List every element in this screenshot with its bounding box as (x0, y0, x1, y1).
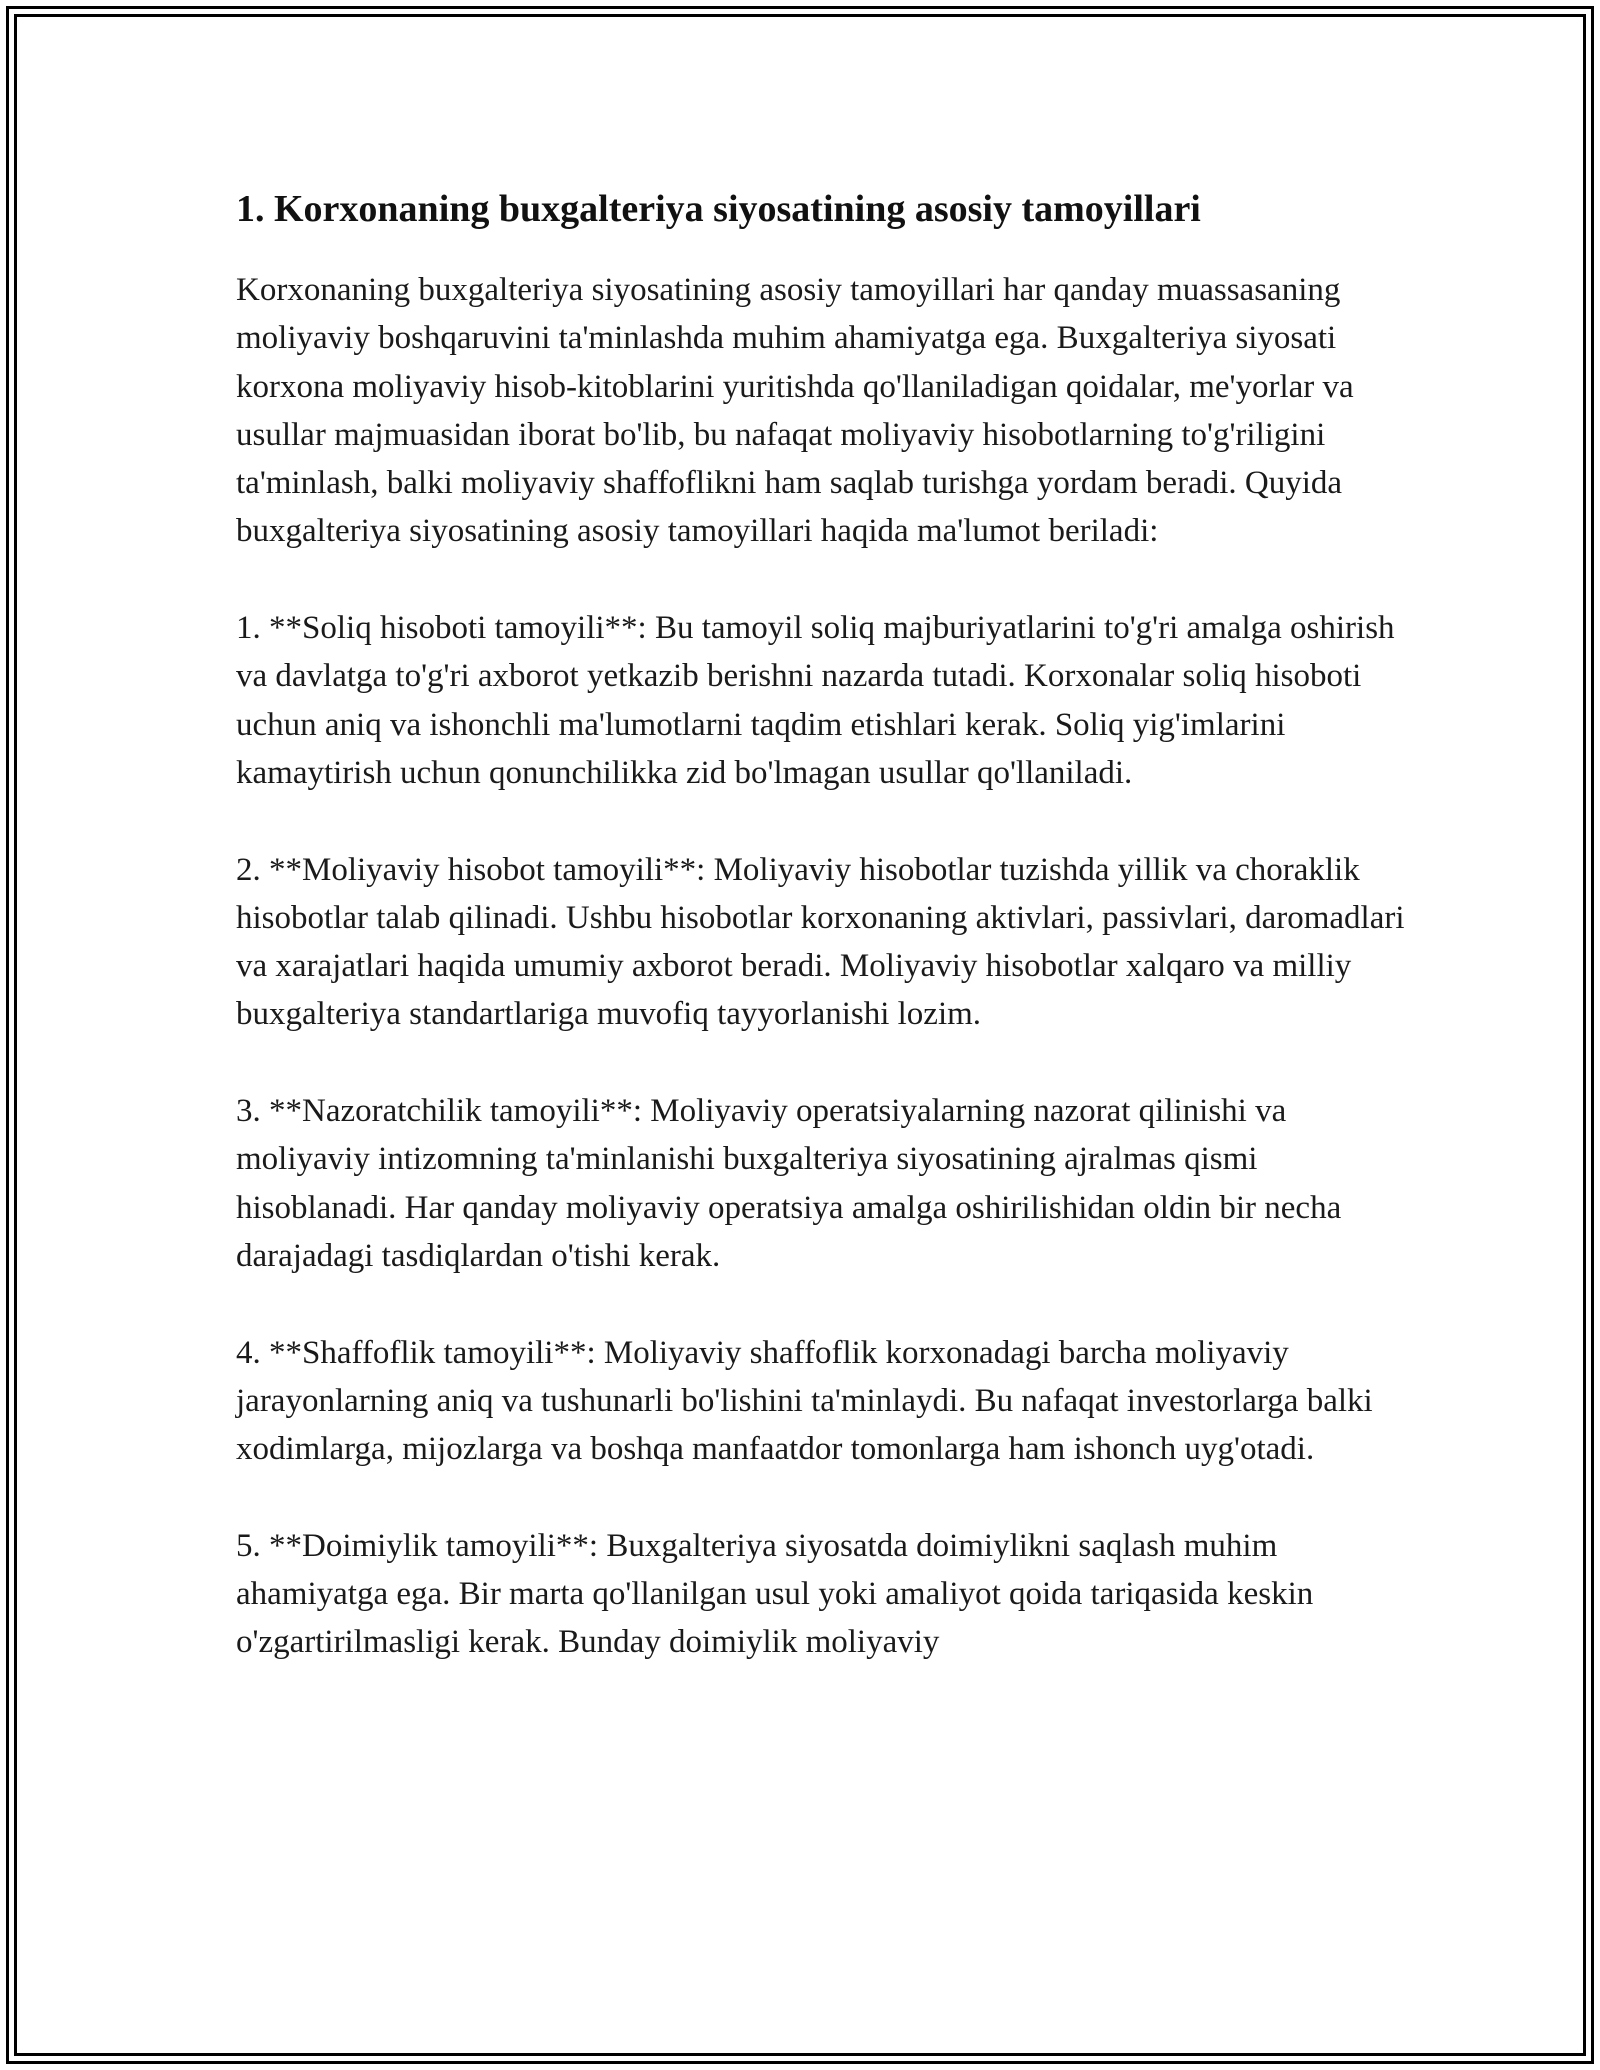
principle-paragraph-3: 3. **Nazoratchilik tamoyili**: Moliyaviy operatsiyalarning nazorat qilinishi va moliyaviy intizomning ta'minlanishi buxgalteriya siyosatining ajralmas qismi hisoblanadi. Har qanday moliyaviy operatsiya amalga oshirilishidan oldin bir necha darajadagi tasdiqlardan o'tishi kerak. (236, 1093, 1342, 1274)
principle-paragraph-1: 1. **Soliq hisoboti tamoyili**: Bu tamoyil soliq majburiyatlarini to'g'ri amalga oshirish va davlatga to'g'ri axborot yetkazib berishni nazarda tutadi. Korxonalar soliq hisoboti uchun aniq va ishonchli ma'lumotlarni taqdim etishlari kerak. Soliq yig'imlarini kamaytirish uchun qonunchilikka zid bo'lmagan usullar qo'llaniladi. (236, 610, 1395, 791)
intro-paragraph: Korxonaning buxgalteriya siyosatining asosiy tamoyillari har qanday muassasaning moliyaviy boshqaruvini ta'minlashda muhim ahamiyatga ega. Buxgalteriya siyosati korxona moliyaviy hisob-kitoblarini yuritishda qo'llaniladigan qoidalar, me'yorlar va usullar majmuasidan iborat bo'lib, bu nafaqat moliyaviy hisobotlarning to'g'riligini ta'minlash, balki moliyaviy shaffoflikni ham saqlab turishga yordam beradi. Quyida buxgalteriya siyosatining asosiy tamoyillari haqida ma'lumot beriladi: (236, 272, 1354, 550)
principle-paragraph-5: 5. **Doimiylik tamoyili**: Buxgalteriya siyosatda doimiylikni saqlash muhim ahamiyatga ega. Bir marta qo'llanilgan usul yoki amaliyot qoida tariqasida keskin o'zgartirilmasligi kerak. Bunday doimiylik moliyaviy (236, 1527, 1314, 1661)
principle-paragraph-4: 4. **Shaffoflik tamoyili**: Moliyaviy shaffoflik korxonadagi barcha moliyaviy jarayonlarning aniq va tushunarli bo'lishini ta'minlaydi. Bu nafaqat investorlarga balki xodimlarga, mijozlarga va boshqa manfaatdor tomonlarga ham ishonch uyg'otadi. (236, 1334, 1373, 1468)
principle-paragraph-2: 2. **Moliyaviy hisobot tamoyili**: Moliyaviy hisobotlar tuzishda yillik va choraklik hisobotlar talab qilinadi. Ushbu hisobotlar korxonaning aktivlari, passivlari, daromadlari va xarajatlari haqida umumiy axborot beradi. Moliyaviy hisobotlar xalqaro va milliy buxgalteriya standartlariga muvofiq tayyorlanishi lozim. (236, 851, 1405, 1033)
document-title: 1. Korxonaning buxgalteriya siyosatining asosiy tamoyillari (236, 188, 1201, 230)
document-body (236, 186, 1406, 1715)
